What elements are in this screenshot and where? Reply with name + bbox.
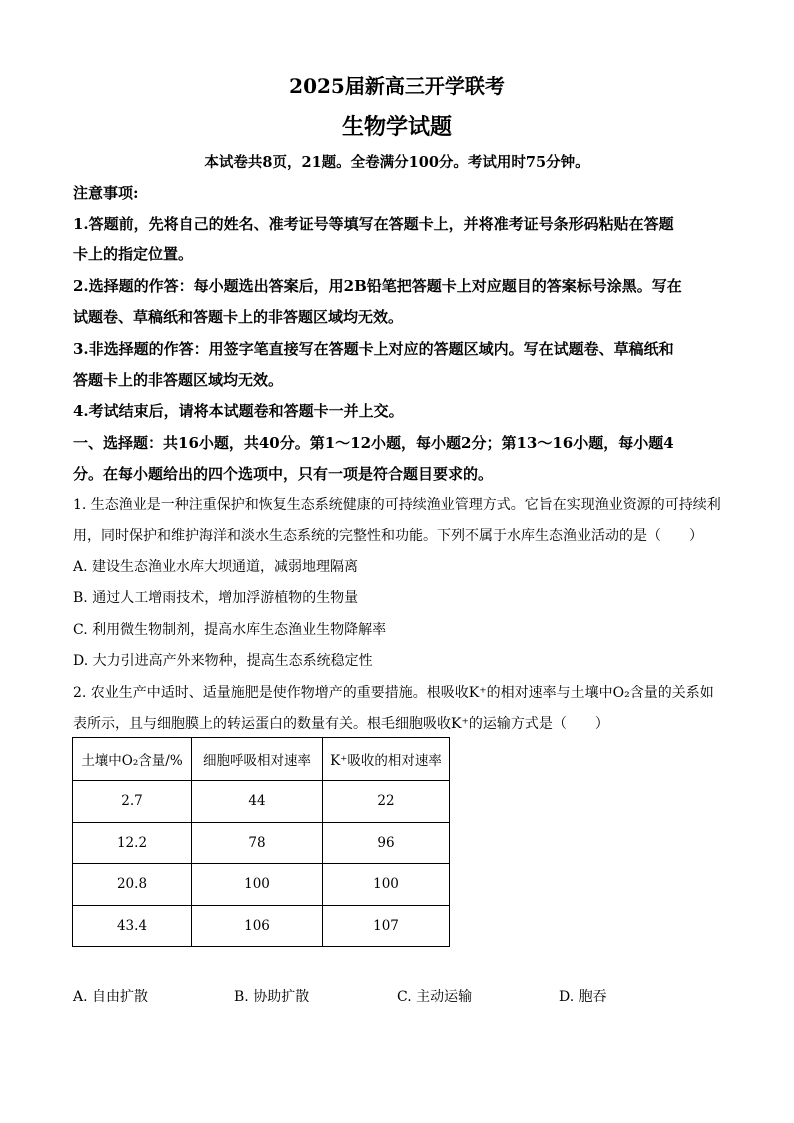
table-row [73, 905, 450, 947]
table-cell: 12.2 [73, 822, 192, 864]
question-2-stem: 表所示，且与细胞膜上的转运蛋白的数量有关。根毛细胞吸收K⁺的运输方式是（ ） [73, 716, 609, 732]
table-header-cell: 土壤中O₂含量/% [73, 738, 192, 781]
note-line: 1.答题前，先将自己的姓名、准考证号等填写在答题卡上，并将准考证号条形码粘贴在答题 [73, 215, 674, 233]
subject-title: 生物学试题 [341, 114, 452, 140]
note-line: 试题卷、草稿纸和答题卡上的非答题区域均无效。 [73, 308, 404, 326]
table-cell: 100 [323, 864, 450, 906]
data-table [72, 737, 450, 947]
table-cell: 107 [323, 905, 450, 947]
question-1-option-b: B. 通过人工增雨技术，增加浮游植物的生物量 [73, 590, 359, 606]
table-header-row [73, 738, 450, 781]
note-line: 3.非选择题的作答：用签字笔直接写在答题卡上对应的答题区域内。写在试题卷、草稿纸和 [73, 340, 674, 358]
table-cell: 100 [192, 864, 323, 906]
table-cell: 96 [323, 822, 450, 864]
section-heading: 一、选择题：共16小题，共40分。第1～12小题，每小题2分；第13～16小题，每小题4 [73, 434, 674, 452]
table-row [73, 822, 450, 864]
note-line: 2.选择题的作答：每小题选出答案后，用2B铅笔把答题卡上对应题目的答案标号涂黑。写在 [73, 277, 682, 295]
table-cell: 78 [192, 822, 323, 864]
table-cell: 43.4 [73, 905, 192, 947]
table-cell: 106 [192, 905, 323, 947]
table-row [73, 864, 450, 906]
question-1-stem: 1. 生态渔业是一种注重保护和恢复生态系统健康的可持续渔业管理方式。它旨在实现渔业资源的可持续利 [73, 497, 721, 513]
table-cell: 2.7 [73, 781, 192, 823]
table-header-cell: 细胞呼吸相对速率 [192, 738, 323, 781]
question-2-option-c: C. 主动运输 [397, 989, 473, 1005]
question-1-option-d: D. 大力引进高产外来物种，提高生态系统稳定性 [73, 653, 373, 669]
table-cell: 20.8 [73, 864, 192, 906]
question-2-option-d: D. 胞吞 [559, 989, 607, 1005]
table-row [73, 781, 450, 823]
table-cell: 22 [323, 781, 450, 823]
note-line: 卡上的指定位置。 [73, 245, 194, 263]
exam-title: 2025届新高三开学联考 [289, 74, 505, 98]
question-1-option-c: C. 利用微生物制剂，提高水库生态渔业生物降解率 [73, 622, 387, 638]
note-line: 4.考试结束后，请将本试题卷和答题卡一并上交。 [73, 402, 404, 420]
question-1-stem: 用，同时保护和维护海洋和淡水生态系统的完整性和功能。下列不属于水库生态渔业活动的是（ ） [73, 528, 703, 544]
table-cell: 44 [192, 781, 323, 823]
question-2-stem: 2. 农业生产中适时、适量施肥是使作物增产的重要措施。根吸收K⁺的相对速率与土壤中O₂含量的关系如 [73, 685, 714, 701]
section-heading: 分。在每小题给出的四个选项中，只有一项是符合题目要求的。 [73, 465, 494, 483]
question-1-option-a: A. 建设生态渔业水库大坝通道，减弱地理隔离 [73, 559, 359, 575]
note-line: 答题卡上的非答题区域均无效。 [73, 371, 284, 389]
question-2-option-b: B. 协助扩散 [234, 989, 310, 1005]
notes-heading: 注意事项: [73, 184, 139, 202]
exam-info: 本试卷共8页，21题。全卷满分100分。考试用时75分钟。 [204, 154, 590, 171]
table-header-cell: K⁺吸收的相对速率 [323, 738, 450, 781]
question-2-option-a: A. 自由扩散 [73, 989, 149, 1005]
